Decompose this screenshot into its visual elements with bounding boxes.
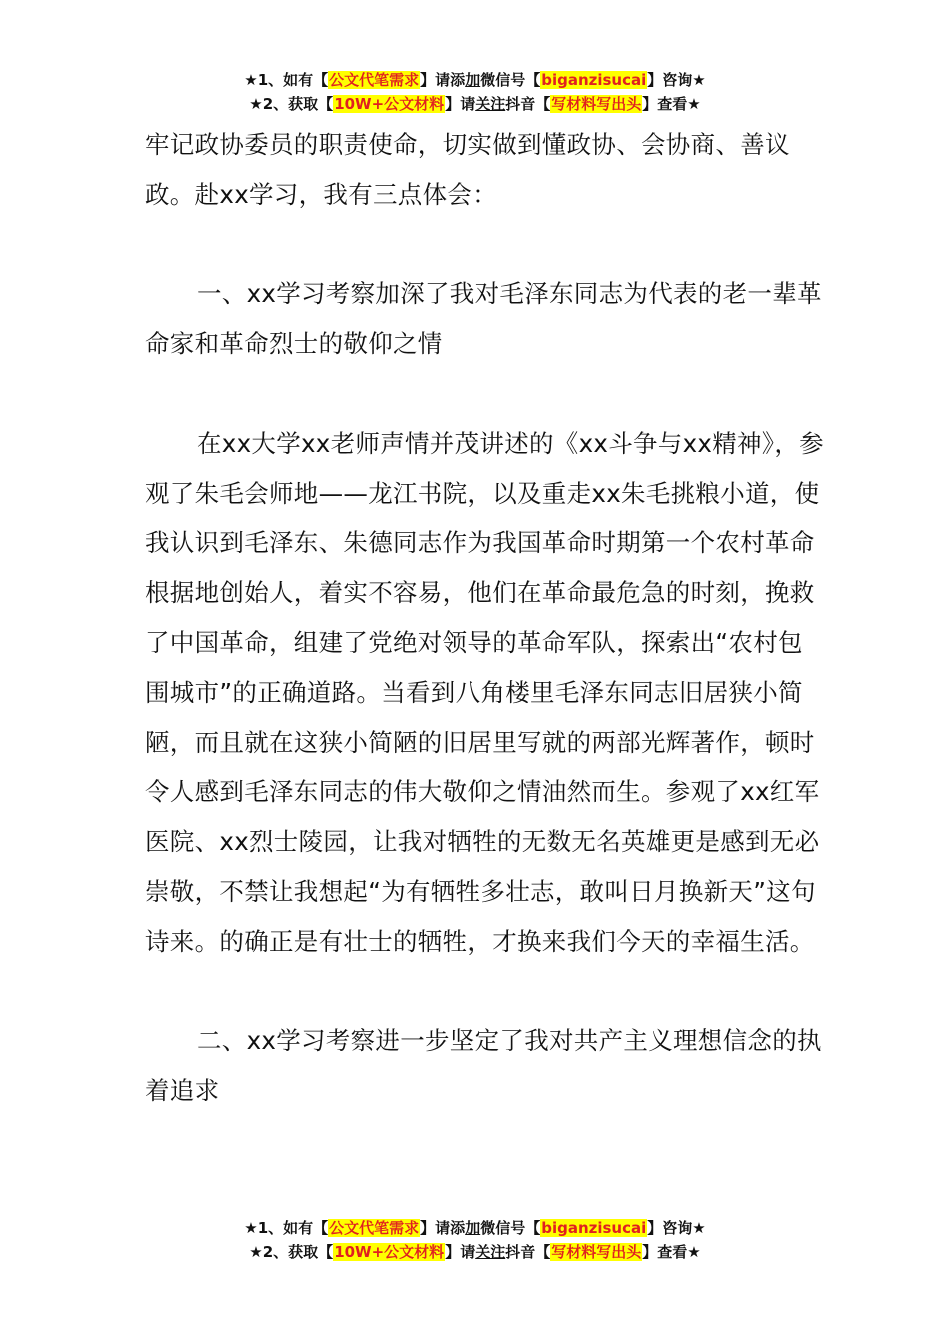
star-icon: ★: [244, 71, 258, 89]
section-heading-1: 一、xx学习考察加深了我对毛泽东同志为代表的老一辈革命家和革命烈士的敬仰之情: [145, 279, 822, 359]
highlight-materials: 10W+公文材料: [334, 95, 445, 113]
star-icon: ★: [249, 95, 263, 113]
highlight-douyin: 写材料写出头: [551, 95, 642, 113]
highlight-service: 公文代笔需求: [329, 71, 420, 89]
highlight-wechat-id: biganzisucai: [541, 71, 647, 89]
highlight-douyin: 写材料写出头: [551, 1243, 642, 1261]
highlight-wechat-id: biganzisucai: [541, 1219, 647, 1237]
banner-line-2: ★2、获取【10W+公文材料】请关注抖音【写材料写出头】查看★: [249, 95, 701, 113]
body-paragraph-1: 在xx大学xx老师声情并茂讲述的《xx斗争与xx精神》，参观了朱毛会师地——龙江书院，以及重走xx朱毛挑粮小道，使我认识到毛泽东、朱德同志作为我国革命时期第一个农村革命根据地创始人，着实不容易，他们在革命最危急的时刻，挽救了中国革命，组建了党绝对领导的革命军队，探索出“农村包围城市”的正确道路。当看到八角楼里毛泽东同志旧居狭小简陋，而且就在这狭小简陋的旧居里写就的两部光辉著作，顿时令人感到毛泽东同志的伟大敬仰之情油然而生。参观了xx红军医院、xx烈士陵园，让我对牺牲的无数无名英雄更是感到无必崇敬，不禁让我想起“为有牺牲多壮志，敢叫日月换新天”这句诗来。的确正是有壮士的牺牲，才换来我们今天的幸福生活。: [145, 428, 824, 956]
banner-line-2: ★2、获取【10W+公文材料】请关注抖音【写材料写出头】查看★: [249, 1243, 701, 1261]
paragraph-gap: [145, 967, 825, 1017]
footer-banner: [0, 1216, 950, 1264]
banner-line-1: ★1、如有【公文代笔需求】请添加微信号【biganzisucai】咨询★: [244, 1219, 706, 1237]
highlight-materials: 10W+公文材料: [334, 1243, 445, 1261]
highlight-service: 公文代笔需求: [329, 1219, 420, 1237]
header-banner: [0, 68, 950, 116]
paragraph-gap: [145, 220, 825, 270]
star-icon: ★: [249, 1243, 263, 1261]
star-icon: ★: [244, 1219, 258, 1237]
intro-paragraph: 牢记政协委员的职责使命，切实做到懂政协、会协商、善议政。赴xx学习，我有三点体会：: [145, 130, 790, 209]
section-heading-2: 二、xx学习考察进一步坚定了我对共产主义理想信念的执着追求: [145, 1026, 822, 1106]
paragraph-gap: [145, 369, 825, 419]
document-body: [145, 120, 825, 1116]
banner-line-1: ★1、如有【公文代笔需求】请添加微信号【biganzisucai】咨询★: [244, 71, 706, 89]
